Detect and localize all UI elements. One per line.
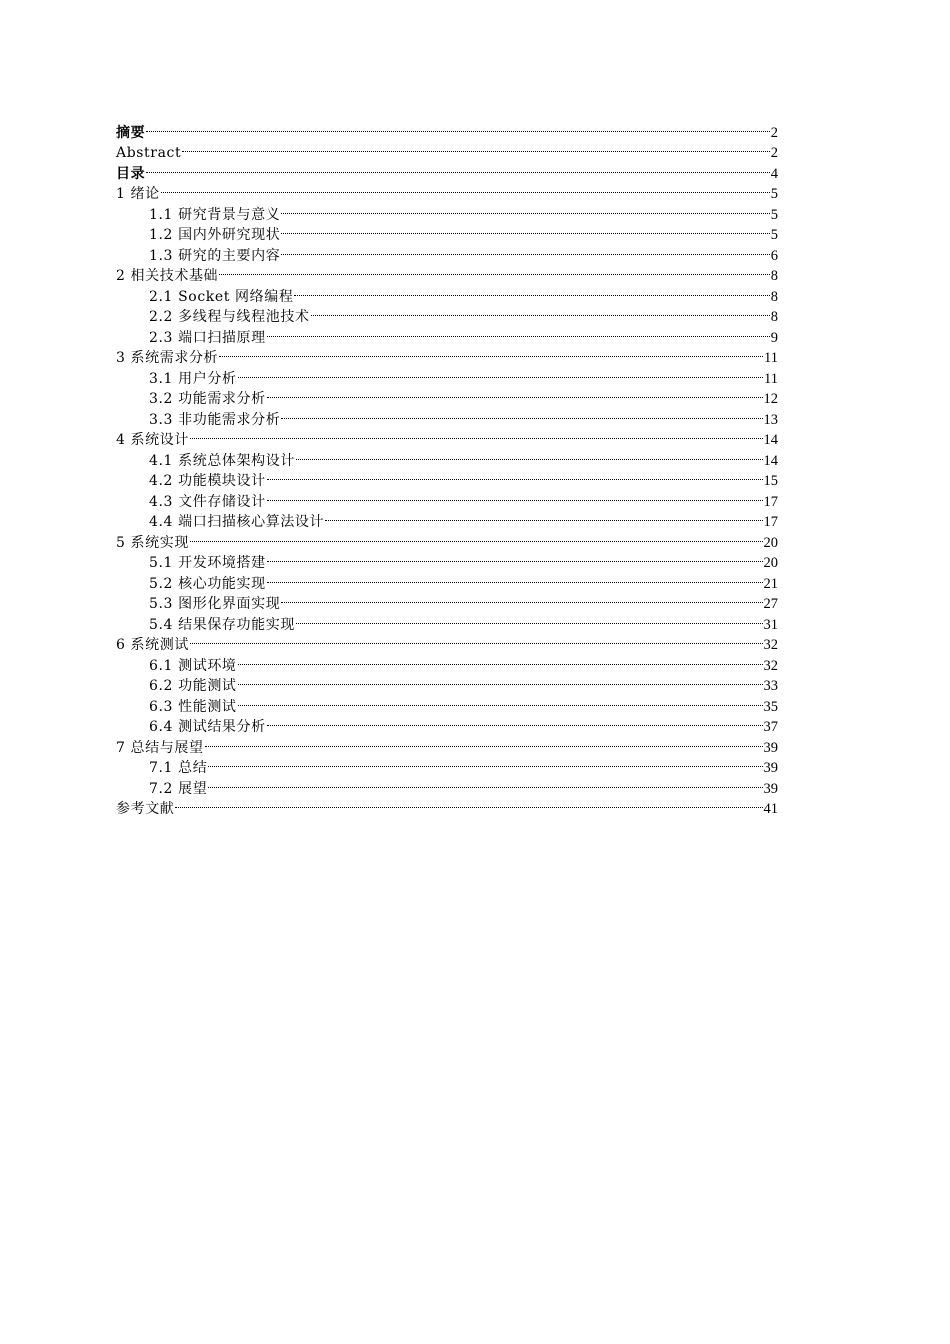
toc-entry-title: 5.4 结果保存功能实现 xyxy=(149,616,295,633)
toc-entry-page-number: 11 xyxy=(764,350,778,366)
toc-dot-leader xyxy=(175,793,762,814)
toc-entry-title: 7.2 展望 xyxy=(149,780,208,797)
toc-dot-leader xyxy=(238,690,763,711)
toc-entry-page-number: 2 xyxy=(770,145,778,161)
toc-dot-leader xyxy=(146,157,770,178)
toc-entry[interactable] xyxy=(116,649,778,674)
toc-entry-title: 7 总结与展望 xyxy=(116,739,204,756)
toc-dot-leader xyxy=(161,178,770,199)
toc-entry-title: 4.4 端口扫描核心算法设计 xyxy=(149,514,325,530)
toc-entry-title: 参考文献 xyxy=(116,801,175,817)
toc-dot-leader xyxy=(281,588,762,609)
toc-dot-leader xyxy=(238,362,764,383)
toc-entry-title: 目录 xyxy=(116,165,146,182)
toc-entry-title: 1.1 研究背景与意义 xyxy=(149,206,281,223)
toc-entry[interactable] xyxy=(116,793,778,817)
toc-entry-title: 3.3 非功能需求分析 xyxy=(149,411,281,428)
toc-entry-page-number: 14 xyxy=(763,432,778,448)
toc-entry[interactable] xyxy=(116,547,778,571)
toc-dot-leader xyxy=(267,547,763,568)
toc-dot-leader xyxy=(208,772,762,793)
toc-entry-title: 1.3 研究的主要内容 xyxy=(149,247,281,264)
toc-entry[interactable] xyxy=(116,526,778,551)
toc-entry[interactable] xyxy=(116,444,778,469)
toc-dot-leader xyxy=(281,239,769,260)
toc-entry-page-number: 13 xyxy=(763,411,778,428)
toc-dot-leader xyxy=(219,342,763,363)
toc-entry-page-number: 15 xyxy=(763,473,778,489)
toc-entry[interactable] xyxy=(116,137,778,161)
toc-entry-title: 6.4 测试结果分析 xyxy=(149,719,266,735)
toc-dot-leader xyxy=(267,567,763,588)
toc-entry-page-number: 37 xyxy=(763,719,778,735)
toc-dot-leader xyxy=(311,301,770,322)
toc-entry-title: 6 系统测试 xyxy=(116,637,189,653)
toc-entry-title: 2 相关技术基础 xyxy=(116,268,219,284)
toc-entry-page-number: 39 xyxy=(763,739,778,756)
toc-dot-leader xyxy=(219,260,770,281)
toc-entry-page-number: 41 xyxy=(763,801,778,817)
toc-entry[interactable] xyxy=(116,752,778,776)
toc-dot-leader xyxy=(182,137,770,158)
toc-dot-leader xyxy=(238,649,763,670)
toc-dot-leader xyxy=(190,526,763,547)
toc-entry-title: 1.2 国内外研究现状 xyxy=(149,227,281,243)
toc-entry-page-number: 14 xyxy=(763,452,778,469)
toc-entry-title: 5.2 核心功能实现 xyxy=(149,575,266,592)
toc-entry-page-number: 11 xyxy=(764,370,778,387)
toc-dot-leader xyxy=(267,485,763,506)
toc-dot-leader xyxy=(296,444,763,465)
toc-dot-leader xyxy=(146,116,770,137)
toc-entry-page-number: 39 xyxy=(763,780,778,797)
toc-entry[interactable] xyxy=(116,198,778,223)
toc-dot-leader xyxy=(281,198,769,219)
toc-entry-title: 4.1 系统总体架构设计 xyxy=(149,452,295,469)
toc-entry-page-number: 2 xyxy=(770,124,778,141)
toc-dot-leader xyxy=(190,424,763,445)
toc-entry-title: 7.1 总结 xyxy=(149,760,208,776)
toc-dot-leader xyxy=(267,321,770,342)
toc-entry[interactable] xyxy=(116,731,778,756)
toc-entry-title: 1 绪论 xyxy=(116,186,160,202)
toc-entry-title: 3.1 用户分析 xyxy=(149,370,237,387)
toc-entry-title: 3.2 功能需求分析 xyxy=(149,391,266,407)
toc-entry[interactable] xyxy=(116,116,778,141)
toc-entry-title: 摘要 xyxy=(116,124,146,141)
toc-entry-title: Abstract xyxy=(116,145,182,161)
toc-entry-title: 4 系统设计 xyxy=(116,432,189,448)
toc-dot-leader xyxy=(296,608,763,629)
toc-entry-page-number: 39 xyxy=(763,760,778,776)
toc-entry-title: 4.3 文件存储设计 xyxy=(149,493,266,510)
toc-entry-page-number: 9 xyxy=(770,329,778,346)
toc-entry[interactable] xyxy=(116,178,778,202)
toc-entry-page-number: 20 xyxy=(763,534,778,551)
toc-dot-leader xyxy=(190,629,763,650)
toc-dot-leader xyxy=(238,670,763,691)
toc-entry-title: 5.3 图形化界面实现 xyxy=(149,596,281,612)
toc-entry[interactable] xyxy=(116,772,778,797)
toc-entry-title: 6.2 功能测试 xyxy=(149,678,237,694)
toc-dot-leader xyxy=(267,383,763,404)
toc-entry-page-number: 32 xyxy=(763,637,778,653)
toc-dot-leader xyxy=(281,219,769,240)
toc-entry-page-number: 12 xyxy=(763,391,778,407)
toc-entry-title: 2.1 Socket 网络编程 xyxy=(149,288,294,305)
toc-entry-title: 2.3 端口扫描原理 xyxy=(149,329,266,346)
toc-entry[interactable] xyxy=(116,424,778,448)
table-of-contents xyxy=(116,116,778,817)
toc-entry[interactable] xyxy=(116,629,778,653)
toc-entry-page-number: 4 xyxy=(770,165,778,182)
toc-dot-leader xyxy=(281,403,762,424)
toc-entry-title: 4.2 功能模块设计 xyxy=(149,473,266,489)
toc-entry-title: 5.1 开发环境搭建 xyxy=(149,555,266,571)
toc-entry[interactable] xyxy=(116,157,778,182)
toc-entry-title: 6.3 性能测试 xyxy=(149,698,237,715)
toc-entry-title: 3 系统需求分析 xyxy=(116,350,219,366)
toc-entry-page-number: 6 xyxy=(770,247,778,264)
toc-dot-leader xyxy=(208,752,762,773)
toc-entry-page-number: 5 xyxy=(770,206,778,223)
toc-entry-title: 6.1 测试环境 xyxy=(149,657,237,674)
toc-dot-leader xyxy=(325,506,762,527)
toc-entry-page-number: 5 xyxy=(770,227,778,243)
toc-entry-page-number: 17 xyxy=(763,514,778,530)
toc-entry-page-number: 8 xyxy=(770,309,778,325)
toc-dot-leader xyxy=(205,731,763,752)
toc-entry-page-number: 32 xyxy=(763,657,778,674)
toc-entry-page-number: 5 xyxy=(770,186,778,202)
toc-entry-page-number: 8 xyxy=(770,288,778,305)
toc-entry-page-number: 17 xyxy=(763,493,778,510)
toc-entry-page-number: 31 xyxy=(763,616,778,633)
toc-entry-page-number: 33 xyxy=(763,678,778,694)
toc-entry-title: 5 系统实现 xyxy=(116,534,189,551)
toc-dot-leader xyxy=(267,465,763,486)
toc-entry-title: 2.2 多线程与线程池技术 xyxy=(149,309,310,325)
toc-entry-page-number: 8 xyxy=(770,268,778,284)
toc-entry-page-number: 27 xyxy=(763,596,778,612)
toc-entry-page-number: 20 xyxy=(763,555,778,571)
toc-dot-leader xyxy=(294,280,769,301)
toc-dot-leader xyxy=(267,711,763,732)
toc-entry-page-number: 21 xyxy=(763,575,778,592)
toc-entry-page-number: 35 xyxy=(763,698,778,715)
